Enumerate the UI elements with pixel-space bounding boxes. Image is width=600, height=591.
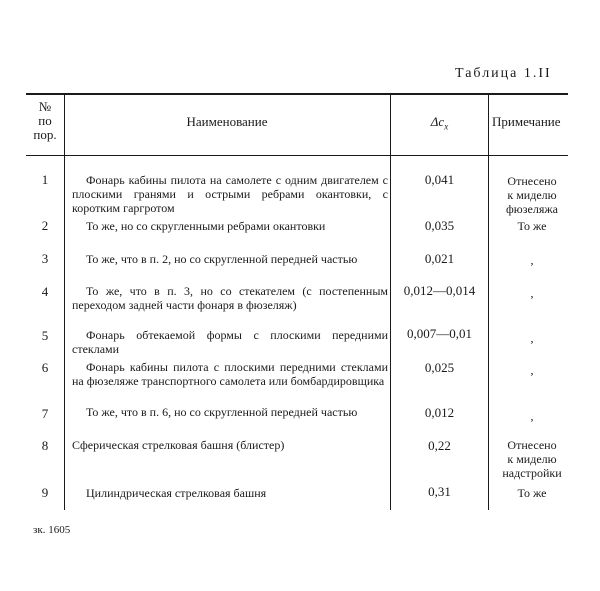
- row-8-name: Сферическая стрелковая башня (блистер): [72, 438, 285, 452]
- row-5-note: ,: [530, 331, 534, 345]
- row-6-note: ,: [530, 363, 534, 377]
- row-1-name: Фонарь кабины пилота на самолете с одним двигателем с плоскими гранями и острыми ребрами окантовки, с коротким гаргротом: [72, 173, 388, 215]
- table-caption: Таблица 1.II: [455, 66, 552, 81]
- row-7-note: ,: [530, 409, 534, 423]
- row-7-value: 0,012: [424, 405, 455, 420]
- row-7-number: 7: [41, 406, 49, 421]
- row-8-number: 8: [41, 438, 49, 453]
- row-4-note: ,: [530, 286, 534, 300]
- header-delta-cx: [392, 115, 487, 134]
- row-3-value: 0,021: [424, 251, 455, 266]
- header-bottom-rule: [26, 155, 568, 156]
- row-3-name: То же, что в п. 2, но со скругленной передней частью: [86, 252, 358, 266]
- row-4-number: 4: [41, 284, 49, 299]
- page-footer: зк. 1605: [33, 524, 71, 536]
- header-name: Наименование: [186, 114, 268, 129]
- row-2-value: 0,035: [424, 218, 455, 233]
- row-4-value: 0,012—0,014: [403, 283, 476, 298]
- row-9-value: 0,31: [428, 484, 451, 499]
- row-2-note: То же: [517, 219, 547, 233]
- row-1-number: 1: [41, 172, 49, 187]
- row-7-name: То же, что в п. 6, но со скругленной передней частью: [86, 405, 358, 419]
- row-8-note: Отнесено к миделю надстройки: [502, 438, 562, 480]
- delta-symbol: Δ: [430, 114, 439, 129]
- row-6-name: Фонарь кабины пилота с плоскими передними стеклами на фюзеляже транспортного самолета или бомбардировщика: [72, 360, 388, 388]
- row-5-value: 0,007—0,01: [407, 326, 472, 341]
- row-8-value: 0,22: [428, 438, 451, 453]
- row-9-number: 9: [41, 485, 49, 500]
- x-subscript: x: [444, 121, 449, 132]
- column-divider-number: [64, 94, 65, 510]
- row-6-number: 6: [41, 360, 49, 375]
- column-divider-value: [488, 94, 489, 510]
- c-symbol: c: [438, 114, 445, 129]
- row-5-name: Фонарь обтекаемой формы с плоскими передними стеклами: [72, 328, 388, 356]
- row-2-name: То же, но со скругленными ребрами окантовки: [86, 219, 326, 233]
- header-note: Примечание: [492, 115, 561, 129]
- column-divider-name: [390, 94, 391, 510]
- row-2-number: 2: [41, 218, 49, 233]
- row-3-number: 3: [41, 251, 49, 266]
- row-4-name: То же, что в п. 3, но со стекателем (с постепенным переходом задней части фонаря в фюзеляж): [72, 284, 388, 312]
- row-1-value: 0,041: [424, 172, 455, 187]
- row-1-note: Отнесено к миделю фюзеляжа: [506, 174, 558, 216]
- header-number: № по пор.: [33, 99, 57, 142]
- row-9-name: Цилиндрическая стрелковая башня: [86, 486, 267, 500]
- row-6-value: 0,025: [424, 360, 455, 375]
- row-9-note: То же: [517, 486, 547, 500]
- row-3-note: ,: [530, 253, 534, 267]
- table-top-rule: [26, 93, 568, 95]
- row-5-number: 5: [41, 328, 49, 343]
